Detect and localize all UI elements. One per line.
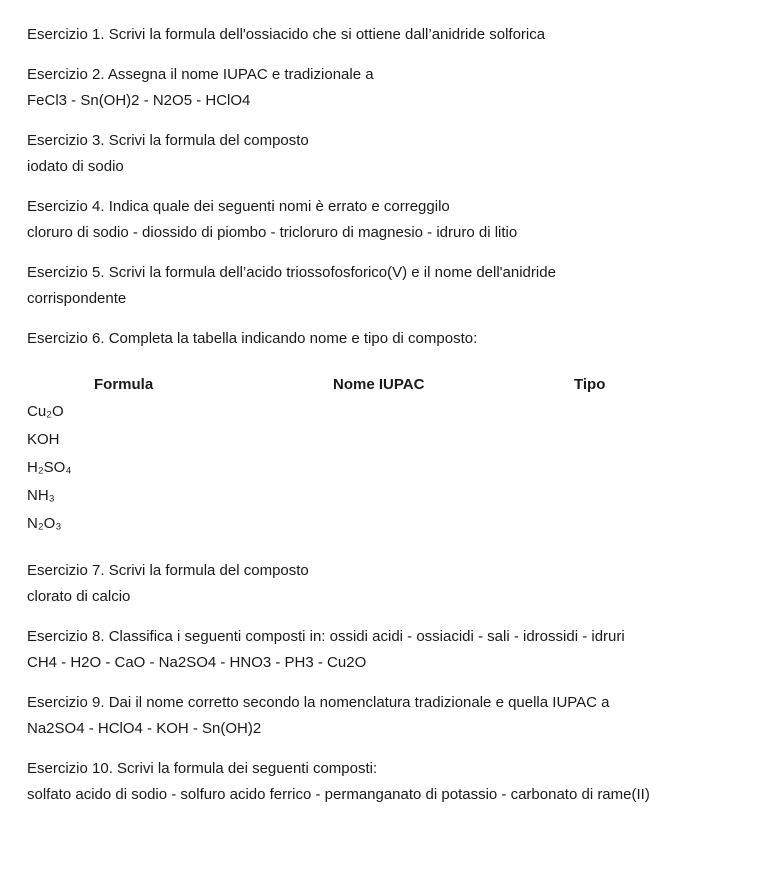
- compound-table: [27, 368, 747, 544]
- exercise-10-items: solfato acido di sodio - solfuro acido ferrico - permanganato di potassio - carbonato di rame(II): [27, 786, 650, 803]
- exercise-4-items: cloruro di sodio - diossido di piombo - tricloruro di magnesio - idruro di litio: [27, 224, 518, 241]
- exercise-10: [27, 756, 747, 808]
- table-header-nome-iupac: Nome IUPAC: [333, 376, 425, 393]
- formula-cell: H₂SO₄: [27, 459, 72, 476]
- exercise-9-items: Na2SO4 - HClO4 - KOH - Sn(OH)2: [27, 720, 262, 737]
- exercise-3-items: iodato di sodio: [27, 158, 124, 175]
- exercise-8: [27, 624, 747, 676]
- table-row: [27, 454, 71, 482]
- table-row: [27, 482, 71, 510]
- exercise-3: [27, 128, 747, 180]
- table-header-tipo: Tipo: [574, 376, 606, 393]
- table-row: [27, 510, 71, 538]
- exercise-6: [27, 326, 747, 544]
- table-rows: [27, 398, 71, 538]
- exercise-4: [27, 194, 747, 246]
- formula-cell: Cu₂O: [27, 403, 64, 420]
- exercise-7: [27, 558, 747, 610]
- exercise-2-items: FeCl3 - Sn(OH)2 - N2O5 - HClO4: [27, 92, 251, 109]
- exercise-1: [27, 22, 747, 48]
- exercise-9: [27, 690, 747, 742]
- exercise-8-items: CH4 - H2O - CaO - Na2SO4 - HNO3 - PH3 - Cu2O: [27, 654, 367, 671]
- exercise-2-prompt: Esercizio 2. Assegna il nome IUPAC e tradizionale a: [27, 66, 374, 83]
- table-row: [27, 398, 71, 426]
- table-header-formula: Formula: [94, 376, 154, 393]
- exercise-5: [27, 260, 747, 312]
- exercise-8-prompt: Esercizio 8. Classifica i seguenti composti in: ossidi acidi - ossiacidi - sali - idrossidi - idruri: [27, 628, 625, 645]
- exercise-7-items: clorato di calcio: [27, 588, 131, 605]
- exercise-6-prompt: Esercizio 6. Completa la tabella indicando nome e tipo di composto:: [27, 330, 478, 347]
- exercise-3-prompt: Esercizio 3. Scrivi la formula del composto: [27, 132, 309, 149]
- formula-cell: NH₃: [27, 487, 55, 504]
- formula-cell: KOH: [27, 431, 60, 448]
- exercise-7-prompt: Esercizio 7. Scrivi la formula del composto: [27, 562, 309, 579]
- document-page: [27, 22, 747, 822]
- exercise-9-prompt: Esercizio 9. Dai il nome corretto secondo la nomenclatura tradizionale e quella IUPAC a: [27, 694, 610, 711]
- exercise-5-prompt: Esercizio 5. Scrivi la formula dell’acido triossofosforico(V) e il nome dell'anidride corrispondente: [27, 264, 561, 307]
- exercise-2: [27, 62, 747, 114]
- exercise-4-prompt: Esercizio 4. Indica quale dei seguenti nomi è errato e correggilo: [27, 198, 450, 215]
- formula-cell: N₂O₃: [27, 515, 62, 532]
- exercise-1-prompt: Esercizio 1. Scrivi la formula dell'ossiacido che si ottiene dall’anidride solforica: [27, 26, 546, 43]
- exercise-10-prompt: Esercizio 10. Scrivi la formula dei seguenti composti:: [27, 760, 378, 777]
- table-row: [27, 426, 71, 454]
